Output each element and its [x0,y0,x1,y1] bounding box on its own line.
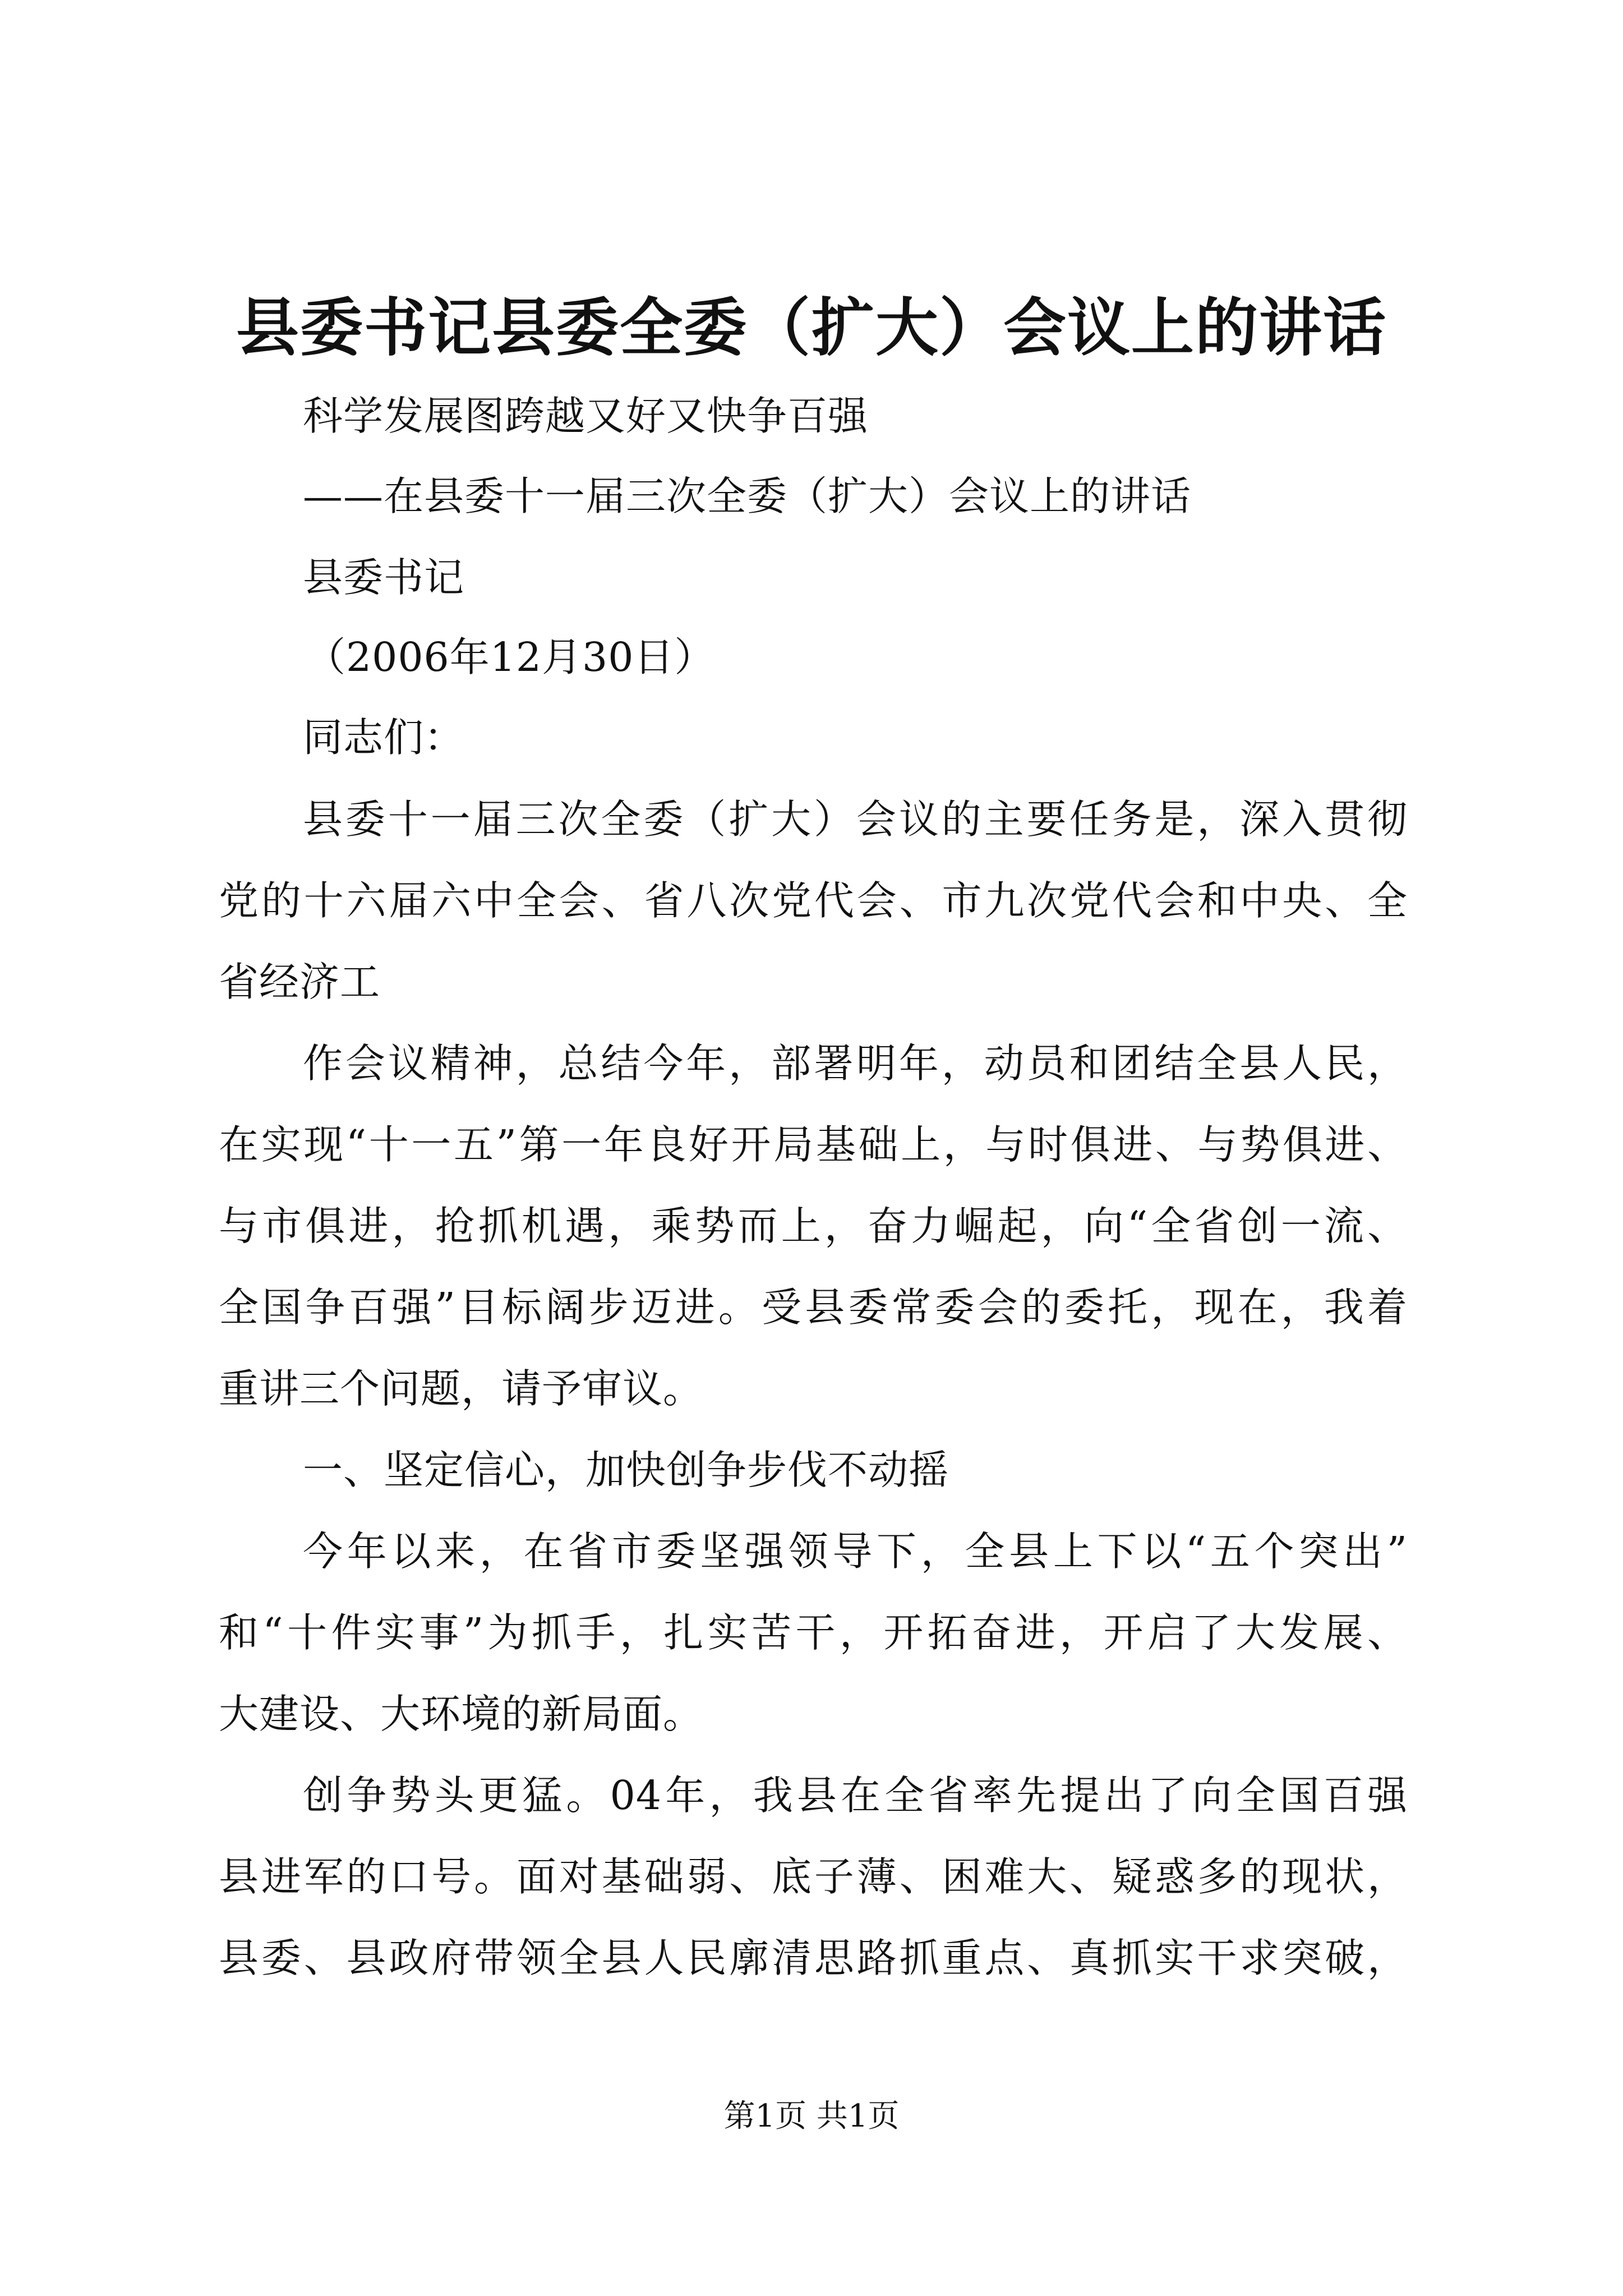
page-footer: 第1页 共1页 [723,2098,900,2134]
body-line: 和“十件实事”为抓手，扎实苦干，开拓奋进，开启了大发展、 [219,1609,1408,1656]
body-line: 作会议精神，总结今年，部署明年，动员和团结全县人民， [303,1040,1408,1087]
body-line: 省经济工 [219,959,381,1005]
document-sub-heading: ——在县委十一届三次全委（扩大）会议上的讲话 [303,473,1192,519]
body-line: 县委十一届三次全委（扩大）会议的主要任务是，深入贯彻 [303,796,1408,843]
body-line: 县进军的口号。面对基础弱、底子薄、困难大、疑惑多的现状， [219,1853,1408,1900]
body-line: 在实现“十一五”第一年良好开局基础上，与时俱进、与势俱进、 [219,1121,1408,1168]
body-line: 全国争百强”目标阔步迈进。受县委常委会的委托，现在，我着 [219,1284,1408,1331]
body-line: 与市俱进，抢抓机遇，乘势而上，奋力崛起，向“全省创一流、 [219,1203,1408,1249]
section-heading: 一、坚定信心，加快创争步伐不动摇 [303,1447,949,1493]
body-line: 重讲三个问题，请予审议。 [219,1365,704,1412]
document-title: 县委书记县委全委（扩大）会议上的讲话 [236,291,1387,365]
document-salutation: 同志们： [303,714,465,761]
document-subtitle: 科学发展图跨越又好又快争百强 [303,393,869,439]
body-line: 县委、县政府带领全县人民廓清思路抓重点、真抓实干求突破， [219,1935,1408,1981]
body-line: 今年以来，在省市委坚强领导下，全县上下以“五个突出” [303,1528,1408,1575]
body-line: 大建设、大环境的新局面。 [219,1691,704,1737]
body-line: 创争势头更猛。04年，我县在全省率先提出了向全国百强 [303,1772,1408,1819]
body-line: 党的十六届六中全会、省八次党代会、市九次党代会和中央、全 [219,877,1408,924]
document-author: 县委书记 [303,554,465,601]
document-date: （2006年12月30日） [306,634,715,680]
